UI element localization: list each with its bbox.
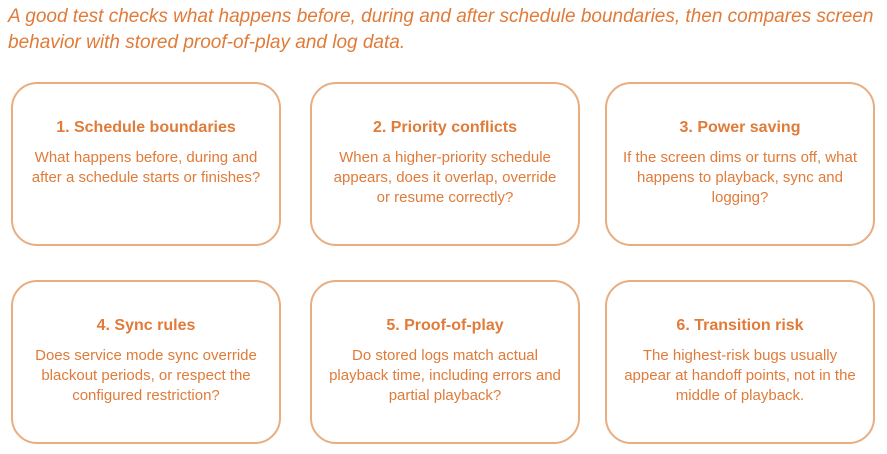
card-title: 4. Sync rules bbox=[96, 317, 196, 334]
card-title: 3. Power saving bbox=[679, 119, 801, 136]
card-body: What happens before, during and after a schedule starts or finishes? bbox=[31, 149, 261, 186]
intro-text: A good test checks what happens before, during and after schedule boundaries, then compares screen behavior with stored proof-of-play and log data. bbox=[8, 6, 874, 53]
card-title: 5. Proof-of-play bbox=[386, 317, 504, 334]
card-title: 1. Schedule boundaries bbox=[56, 119, 236, 136]
card-title: 2. Priority conflicts bbox=[372, 119, 518, 136]
card-schedule-boundaries bbox=[11, 82, 281, 246]
card-proof-of-play bbox=[310, 280, 580, 444]
card-title: 6. Transition risk bbox=[676, 317, 804, 334]
card-priority-conflicts bbox=[310, 82, 580, 246]
card-transition-risk bbox=[605, 280, 875, 444]
card-body: Does service mode sync override blackout periods, or respect the configured restriction? bbox=[35, 347, 257, 404]
card-body: Do stored logs match actual playback time, including errors and partial playback? bbox=[329, 347, 561, 404]
card-sync-rules bbox=[11, 280, 281, 444]
card-body: If the screen dims or turns off, what happens to playback, sync and logging? bbox=[623, 149, 857, 206]
card-body: The highest-risk bugs usually appear at handoff points, not in the middle of playback. bbox=[624, 347, 856, 404]
card-power-saving bbox=[605, 82, 875, 246]
card-body: When a higher-priority schedule appears, does it overlap, override or resume correctly? bbox=[333, 149, 557, 206]
